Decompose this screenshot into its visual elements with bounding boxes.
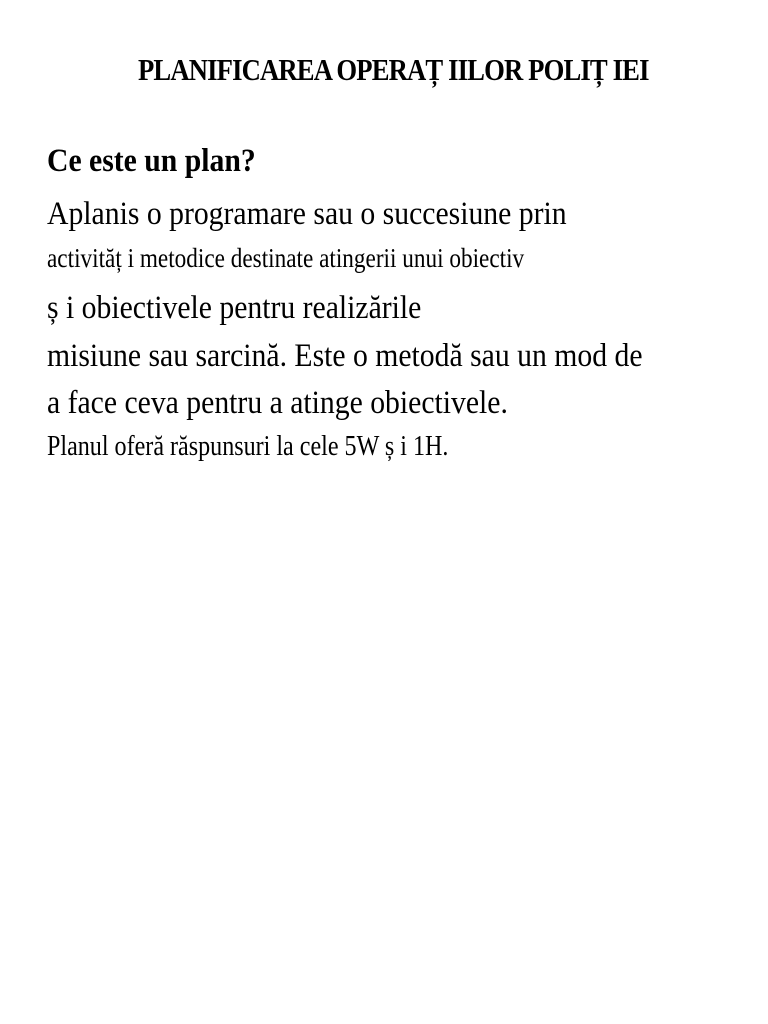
section-heading: Ce este un plan? — [47, 143, 256, 179]
paragraph-line-6: Planul oferă răspunsuri la cele 5W ș i 1H. — [47, 431, 449, 462]
paragraph-line-3: ș i obiectivele pentru realizările — [47, 290, 422, 326]
paragraph-line-4: misiune sau sarcină. Este o metodă sau un mod de — [47, 338, 643, 374]
page-title: PLANIFICAREA OPERAȚ IILOR POLIȚ IEI — [138, 52, 649, 87]
paragraph-line-2: activităț i metodice destinate atingerii unui obiectiv — [47, 243, 525, 273]
paragraph-line-5: a face ceva pentru a atinge obiectivele. — [47, 385, 508, 421]
paragraph-line-1: Aplanis o programare sau o succesiune prin — [47, 196, 567, 232]
